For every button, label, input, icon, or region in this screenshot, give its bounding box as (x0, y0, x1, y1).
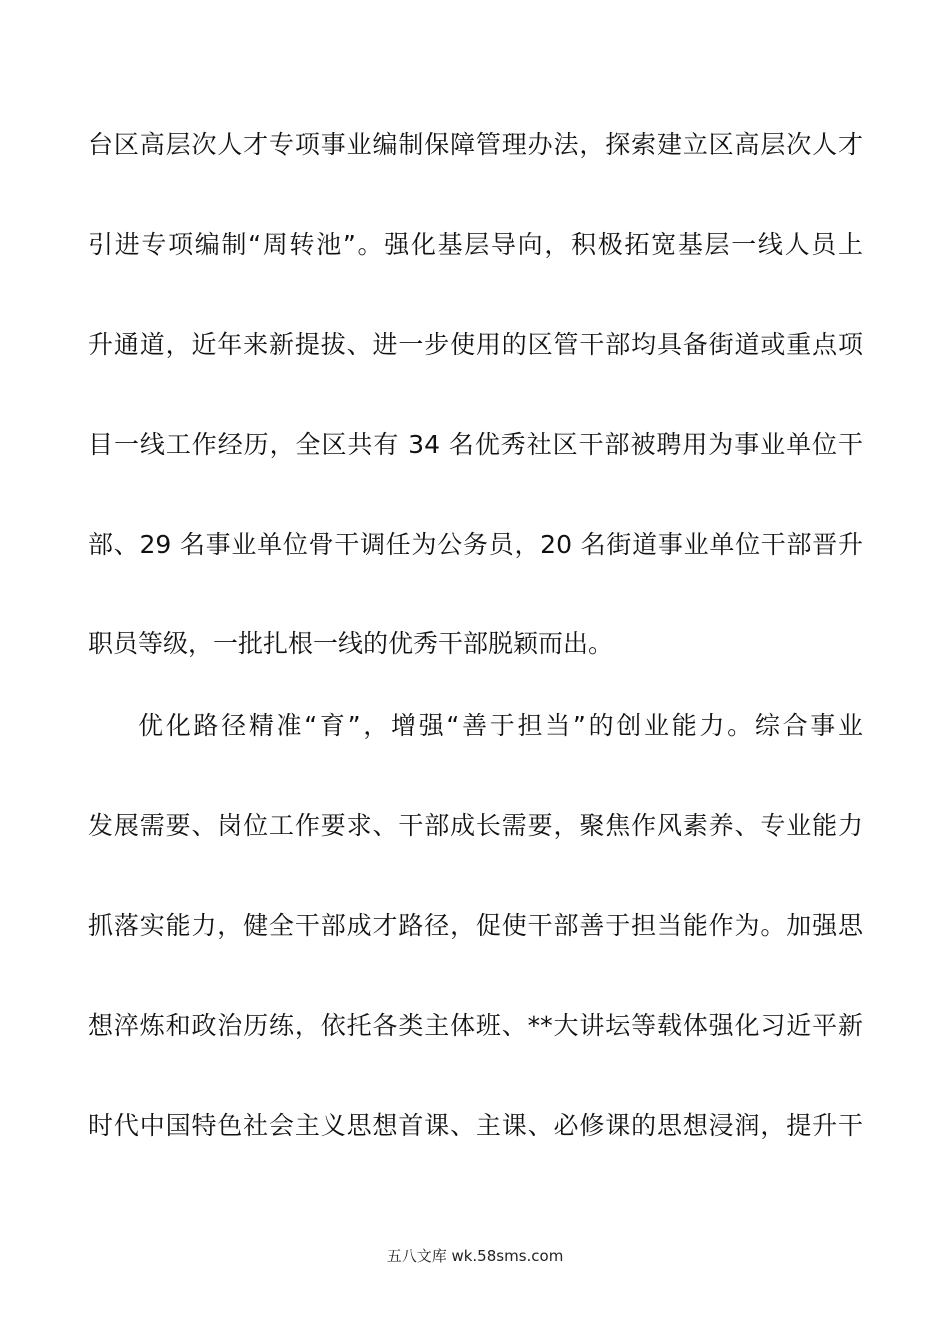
body-text-line: 引进专项编制“周转池”。强化基层导向，积极拓宽基层一线人员上 (88, 230, 863, 259)
body-text-line: 抓落实能力，健全干部成才路径，促使干部善于担当能作为。加强思 (88, 911, 863, 940)
body-text-line: 升通道，近年来新提拔、进一步使用的区管干部均具备街道或重点项 (88, 330, 863, 359)
body-text-line: 目一线工作经历，全区共有 34 名优秀社区干部被聘用为事业单位干 (88, 430, 863, 459)
body-text-line: 台区高层次人才专项事业编制保障管理办法，探索建立区高层次人才 (88, 130, 863, 159)
body-text-line: 部、29 名事业单位骨干调任为公务员，20 名街道事业单位干部晋升 (88, 530, 863, 559)
body-text-line: 职员等级，一批扎根一线的优秀干部脱颖而出。 (88, 629, 614, 658)
paragraph-heading-line: 优化路径精准“育”，增强“善于担当”的创业能力。综合事业 (138, 711, 863, 740)
body-text-line: 发展需要、岗位工作要求、干部成长需要，聚焦作风素养、专业能力 (88, 811, 863, 840)
body-text-line: 想淬炼和政治历练，依托各类主体班、**大讲坛等载体强化习近平新 (88, 1011, 863, 1040)
body-text-line: 时代中国特色社会主义思想首课、主课、必修课的思想浸润，提升干 (88, 1111, 863, 1140)
page-footer: 五八文库 wk.58sms.com (386, 1247, 564, 1265)
